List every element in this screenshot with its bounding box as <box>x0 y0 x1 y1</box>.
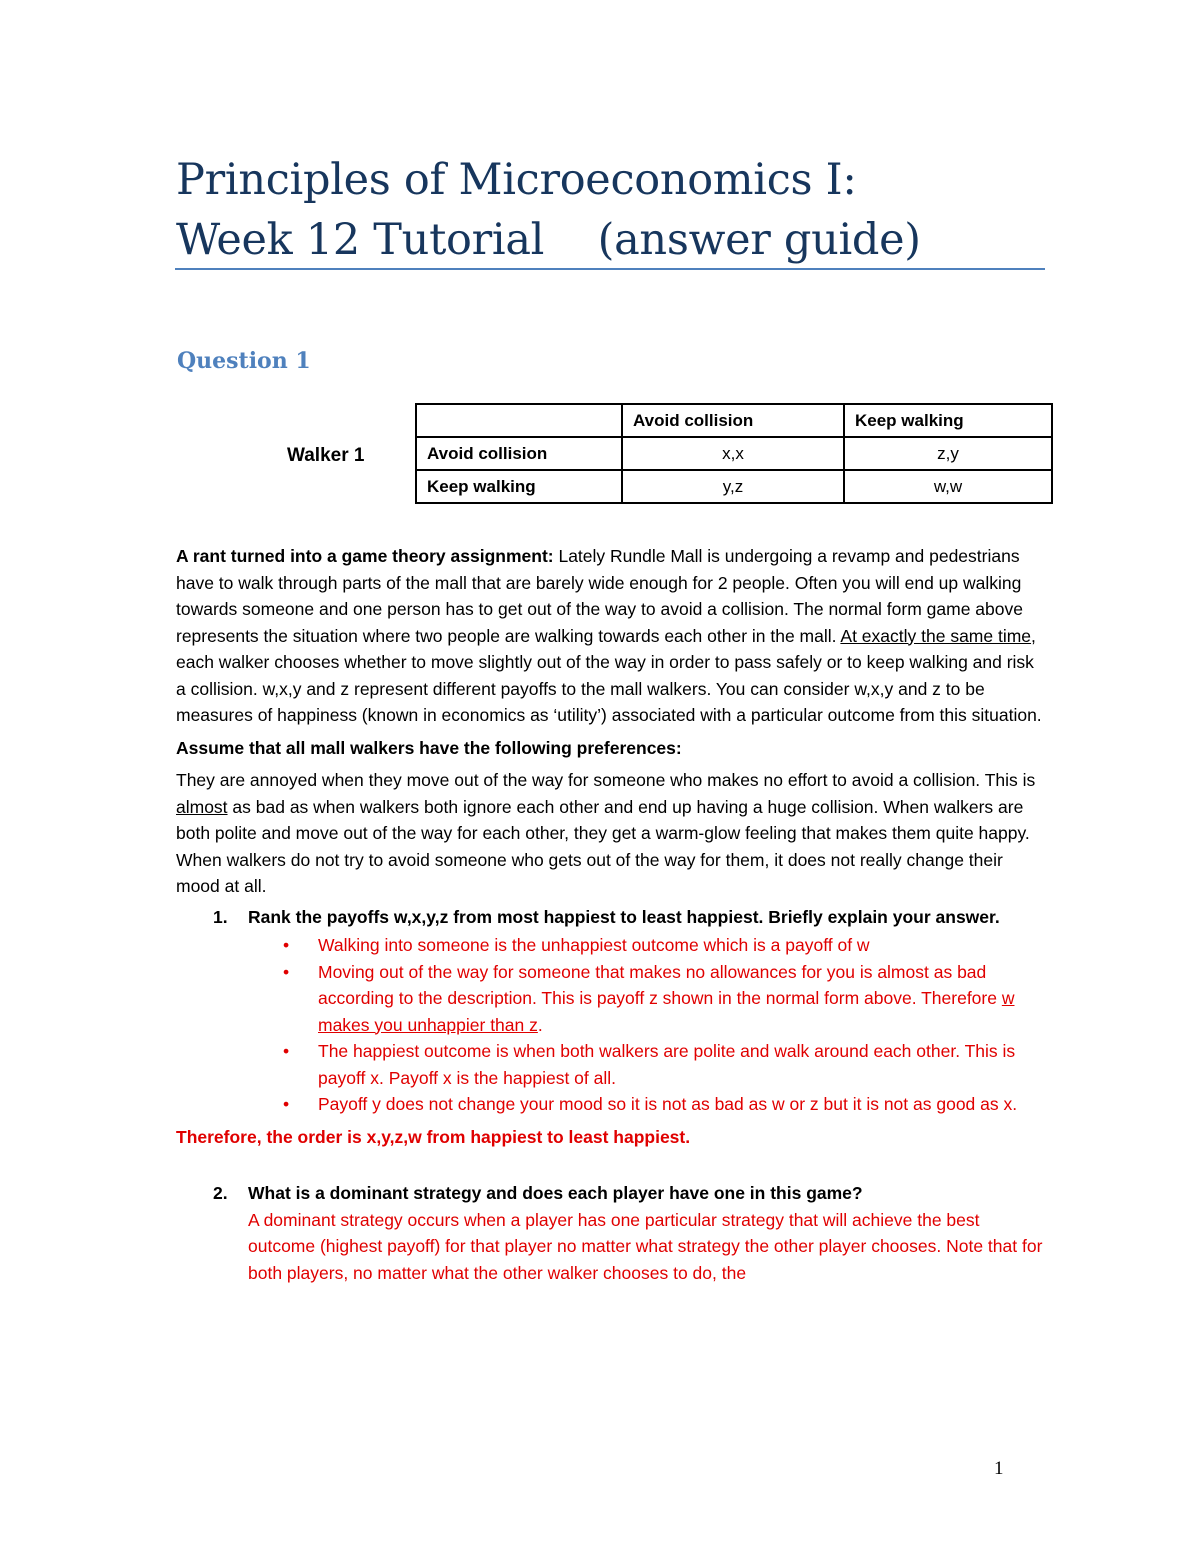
bullet-text: Payoff y does not change your mood so it is not as bad as w or z but it is not as good as x. <box>318 1094 1018 1114</box>
bullet-text: The happiest outcome is when both walkers are polite and walk around each other. This is payoff x. Payoff x is the happiest of all. <box>318 1041 1016 1088</box>
table-corner-cell <box>416 404 622 437</box>
preferences-text: as bad as when walkers both ignore each other and end up having a huge collision. When walkers are both polite and move out of the way for each other, they get a warm-glow feeling that makes them quite happy. When walkers do not try to avoid someone who gets out of the way for them, it does not really change their mood at all. <box>176 796 1030 896</box>
payoff-cell: y,z <box>622 470 844 503</box>
answer-1-bullets <box>176 932 1048 1118</box>
intro-underlined: At exactly the same time <box>840 625 1032 646</box>
question-2-text: What is a dominant strategy and does each player have one in this game? <box>248 1183 863 1203</box>
table-row <box>416 470 1052 503</box>
list-item <box>176 1038 1048 1091</box>
bullet-underlined: w makes you unhappier than z <box>318 988 1015 1035</box>
payoff-table <box>415 403 1053 504</box>
intro-text: Lately Rundle Mall is undergoing a revamp and pedestrians have to walk through parts of the mall that are barely wide enough for 2 people. Often you will end up walking towards someone and one person has to get out of the way to avoid a collision. The normal form game above represents the situation where two people are walking towards each other in the mall. <box>176 546 1023 646</box>
preferences-text: They are annoyed when they move out of the way for someone who makes no effort to avoid a collision. This is <box>176 770 1036 790</box>
assume-heading: Assume that all mall walkers have the following preferences: <box>176 737 682 758</box>
intro-text: , each walker chooses whether to move slightly out of the way in order to pass safely or to keep walking and risk a collision. w,x,y and z represent different payoffs to the mall walkers. You can consider w,x,y and z to be measures of happiness (known in economics as ‘utility’) associated with a particular outcome from this situation. <box>176 625 1042 725</box>
title-underline <box>175 268 1045 270</box>
intro-paragraph <box>176 543 1048 729</box>
question-heading: Question 1 <box>177 348 311 374</box>
list-item <box>176 932 1048 959</box>
document-title <box>176 150 1046 270</box>
list-item <box>176 959 1048 1039</box>
bullet-text: Walking into someone is the unhappiest outcome which is a payoff of w <box>318 935 870 955</box>
question-2-number: 2. <box>213 1183 228 1203</box>
row-header: Keep walking <box>416 470 622 503</box>
preferences-underlined: almost <box>176 796 228 817</box>
bullet-icon: • <box>283 935 290 955</box>
row-player-label: Walker 1 <box>287 445 365 466</box>
bullet-tail: . <box>537 1014 543 1035</box>
bullet-icon: • <box>283 961 290 982</box>
page-number: 1 <box>994 1458 1004 1479</box>
answer-1-conclusion: Therefore, the order is x,y,z,w from happiest to least happiest. <box>176 1126 691 1147</box>
title-line-2: Week 12 Tutorial (answer guide) <box>176 215 921 265</box>
question-1 <box>176 904 1048 931</box>
document-body <box>176 543 1048 1286</box>
question-1-text: Rank the payoffs w,x,y,z from most happiest to least happiest. Briefly explain your answer. <box>248 906 1000 927</box>
bullet-text: Moving out of the way for someone that makes no allowances for you is almost as bad according to the description. This is payoff z shown in the normal form above. Therefore <box>318 961 1002 1008</box>
row-header: Avoid collision <box>416 437 622 470</box>
question-2 <box>176 1180 1048 1207</box>
answer-2-text: A dominant strategy occurs when a player has one particular strategy that will achieve the best outcome (highest payoff) for that player no matter what strategy the other player chooses. Note that for both players, no matter what the other walker chooses to do, the <box>248 1209 1043 1283</box>
table-header-row <box>416 404 1052 437</box>
title-line-1: Principles of Microeconomics I: <box>176 155 857 205</box>
preferences-paragraph <box>176 767 1048 900</box>
question-1-number: 1. <box>213 906 228 927</box>
column-header: Avoid collision <box>622 404 844 437</box>
payoff-cell: x,x <box>622 437 844 470</box>
bullet-icon: • <box>283 1094 290 1114</box>
payoff-cell: z,y <box>844 437 1052 470</box>
payoff-cell: w,w <box>844 470 1052 503</box>
intro-lead: A rant turned into a game theory assignment: <box>176 546 554 566</box>
bullet-icon: • <box>283 1041 290 1061</box>
table-row <box>416 437 1052 470</box>
column-header: Keep walking <box>844 404 1052 437</box>
list-item <box>176 1091 1048 1118</box>
